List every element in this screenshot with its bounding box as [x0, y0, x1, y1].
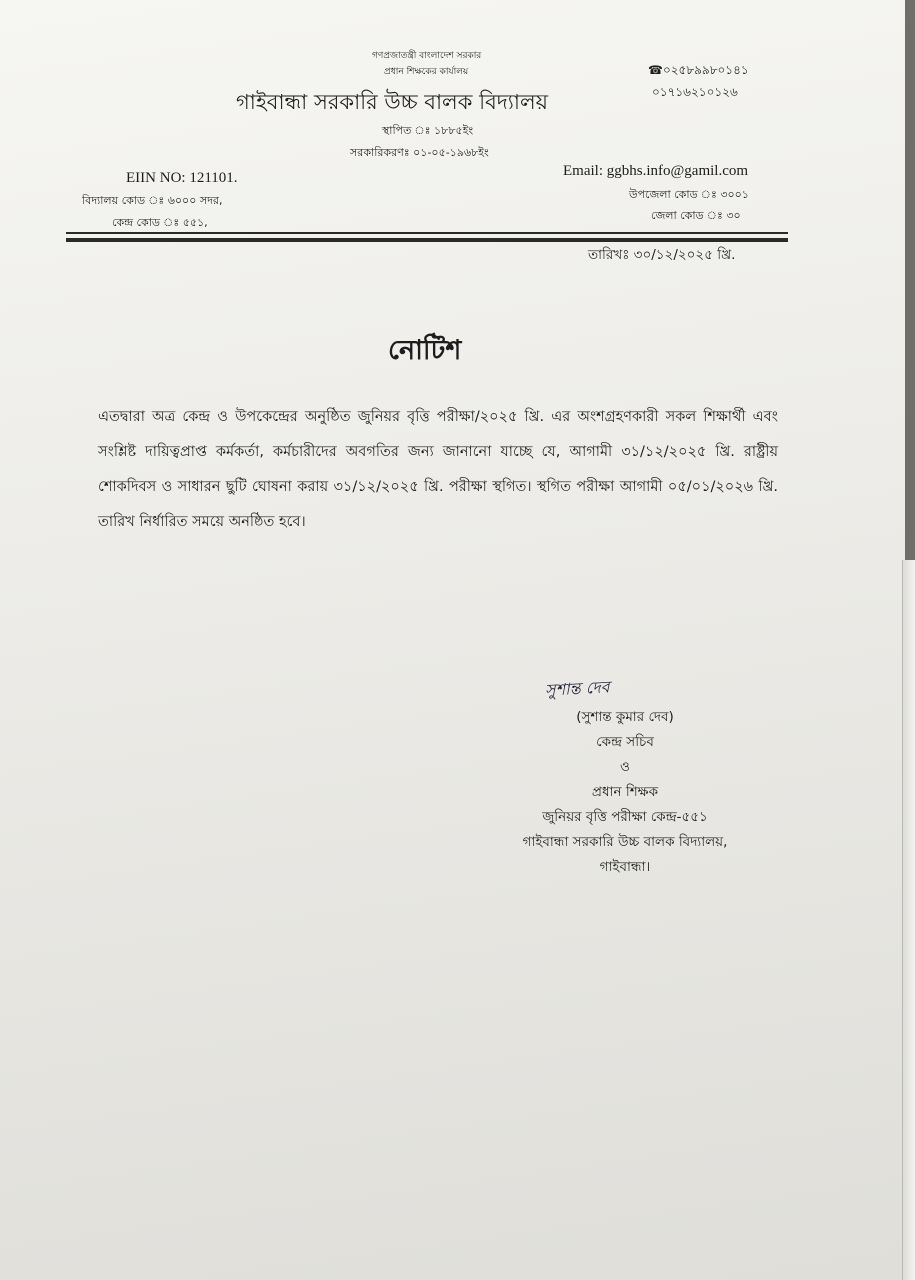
header-rule-thin: [66, 232, 788, 234]
notice-body: এতদ্বারা অত্র কেন্দ্র ও উপকেন্দ্রের অনুষ্ঠিত জুনিয়র বৃত্তি পরীক্ষা/২০২৫ খ্রি. এর অংশগ্রহণকারী সকল শিক্ষার্থী এবং সংশ্লিষ্ট দায়িত্বপ্রাপ্ত কর্মকর্তা, কর্মচারীদের অবগতির জন্য জানানো যাচ্ছে যে, আগামী ৩১/১২/২০২৫ খ্রি. রাষ্ট্রীয় শোকদিবস ও সাধারন ছুটি ঘোষনা করায় ৩১/১২/২০২৫ খ্রি. পরীক্ষা স্থগিত। স্থগিত পরীক্ষা আগামী ০৫/০১/২০২৬ খ্রি. তারিখ নির্ধারিত সময়ে অনষ্ঠিত হবে।: [98, 409, 778, 530]
email: Email: ggbhs.info@gamil.com: [563, 163, 749, 179]
upazila-code: উপজেলা কোড ঃ ৩০০১: [629, 188, 749, 201]
signatory-role: কেন্দ্র সচিব: [596, 734, 654, 750]
signatory-conjunction: ও: [620, 759, 630, 775]
phone-2: ০১৭১৬২১০১২৬: [652, 85, 738, 99]
signature-block: [460, 705, 790, 880]
nationalized-line: সরকারিকরণঃ ০১-০৫-১৯৬৮ইং: [350, 146, 489, 159]
phone-1: ☎০২৫৮৯৯৮০১৪১: [648, 63, 749, 77]
signatory-place: গাইবান্ধা।: [599, 859, 651, 875]
school-name: গাইবান্ধা সরকারি উচ্চ বালক বিদ্যালয়: [236, 90, 548, 114]
school-code: বিদ্যালয় কোড ঃ ৬০০০ সদর,: [82, 194, 223, 207]
signatory-title: প্রধান শিক্ষক: [591, 784, 659, 800]
eiin-number: EIIN NO: 121101.: [126, 170, 238, 186]
established-line: স্থাপিত ঃ ১৮৮৫ইং: [382, 124, 474, 137]
center-code: কেন্দ্র কোড ঃ ৫৫১,: [112, 216, 208, 229]
notice-title: নোটিশ: [388, 335, 462, 366]
gov-line: গণপ্রজাতন্ত্রী বাংলাদেশ সরকার: [372, 51, 482, 61]
underlying-page-edge: [902, 560, 915, 1280]
district-code: জেলা কোড ঃ ৩০: [651, 209, 741, 222]
signatory-school: গাইবান্ধা সরকারি উচ্চ বালক বিদ্যালয়,: [522, 834, 728, 850]
signatory-name: (সুশান্ত কুমার দেব): [576, 709, 674, 725]
signatory-center: জুনিয়র বৃত্তি পরীক্ষা কেন্দ্র-৫৫১: [542, 809, 708, 825]
handwritten-signature: সুশান্ত দেব: [544, 677, 610, 700]
office-line: প্রধান শিক্ষকের কার্যালয়: [384, 67, 469, 77]
header-rule-thick: [66, 238, 788, 242]
notice-date: তারিখঃ ৩০/১২/২০২৫ খ্রি.: [588, 247, 736, 263]
